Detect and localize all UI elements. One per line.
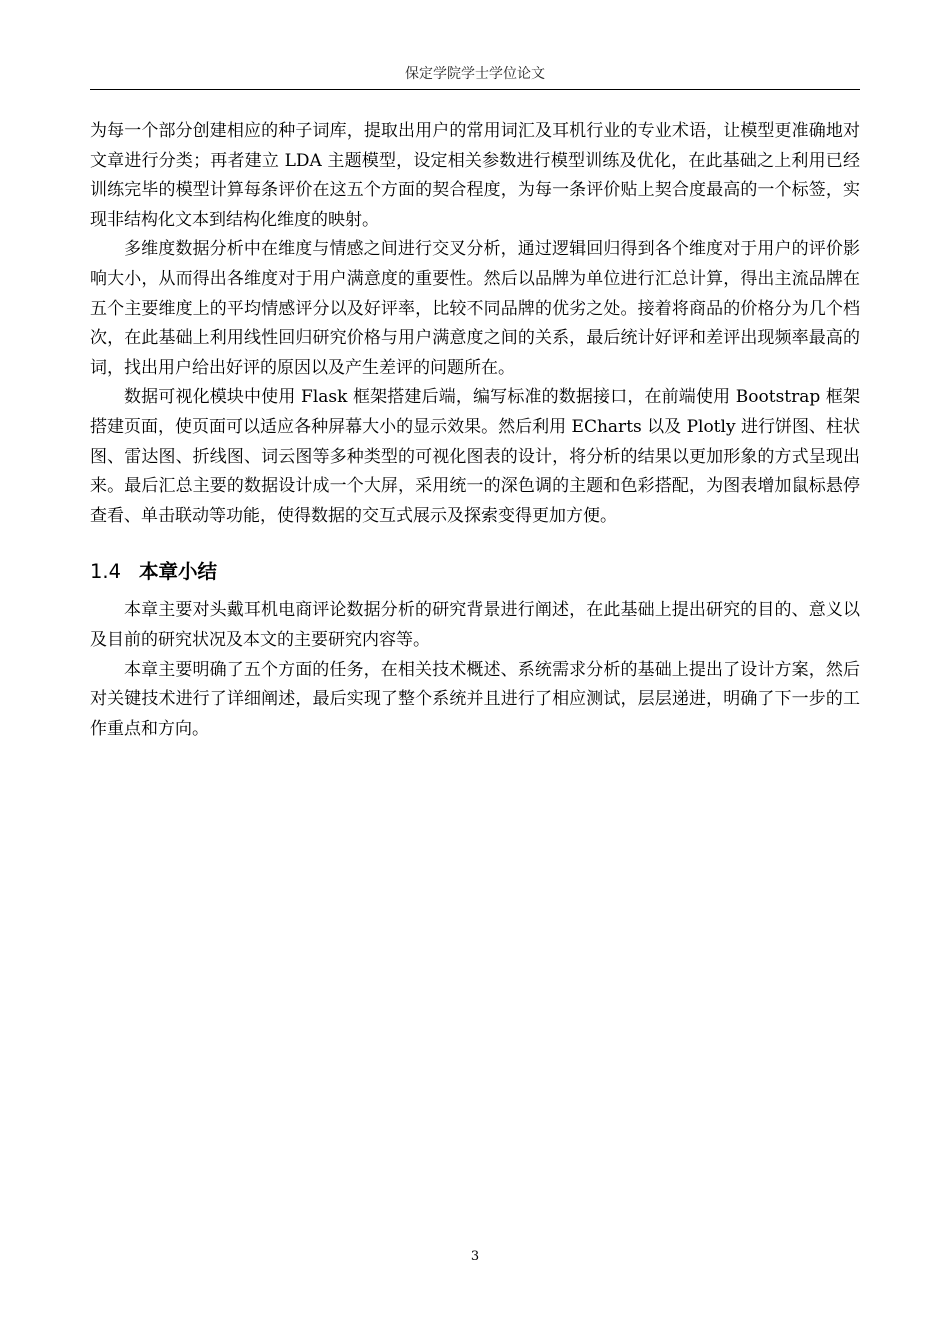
section-number: 1.4 [90,560,122,584]
paragraph-multidimensional-analysis: 多维度数据分析中在维度与情感之间进行交叉分析，通过逻辑回归得到各个维度对于用户的评价影响大小，从而得出各维度对于用户满意度的重要性。然后以品牌为单位进行汇总计算，得出主流品牌在五个主要维度上的平均情感评分以及好评率，比较不同品牌的优劣之处。接着将商品的价格分为几个档次，在此基础上利用线性回归研究价格与用户满意度之间的关系，最后统计好评和差评出现频率最高的词，找出用户给出好评的原因以及产生差评的问题所在。 [90,239,860,378]
paragraph-chapter-summary-1: 本章主要对头戴耳机电商评论数据分析的研究背景进行阐述，在此基础上提出研究的目的、意义以及目前的研究状况及本文的主要研究内容等。 [90,600,860,650]
running-header: 保定学院学士学位论文 [405,66,545,82]
body-text [90,117,860,744]
paragraph-chapter-summary-2: 本章主要明确了五个方面的任务，在相关技术概述、系统需求分析的基础上提出了设计方案，然后对关键技术进行了详细阐述，最后实现了整个系统并且进行了相应测试，层层递进，明确了下一步的工作重点和方向。 [90,659,860,739]
page-number: 3 [470,1249,480,1264]
section-title: 本章小结 [139,560,218,584]
paragraph-continuation: 为每一个部分创建相应的种子词库，提取出用户的常用词汇及耳机行业的专业术语，让模型更准确地对文章进行分类；再者建立 LDA 主题模型，设定相关参数进行模型训练及优化，在此基础之上利用已经训练完毕的模型计算每条评价在这五个方面的契合程度，为每一条评价贴上契合度最高的一个标签，实现非结构化文本到结构化维度的映射。 [90,121,860,230]
paragraph-visualization-module: 数据可视化模块中使用 Flask 框架搭建后端，编写标准的数据接口，在前端使用 Bootstrap 框架搭建页面，使页面可以适应各种屏幕大小的显示效果。然后利用 ECharts 以及 Plotly 进行饼图、柱状图、雷达图、折线图、词云图等多种类型的可视化图表的设计，将分析的结果以更加形象的方式呈现出来。最后汇总主要的数据设计成一个大屏，采用统一的深色调的主题和色彩搭配，为图表增加鼠标悬停查看、单击联动等功能，使得数据的交互式展示及探索变得更加方便。 [90,387,860,526]
header-rule [90,89,860,90]
section-heading [90,558,860,586]
